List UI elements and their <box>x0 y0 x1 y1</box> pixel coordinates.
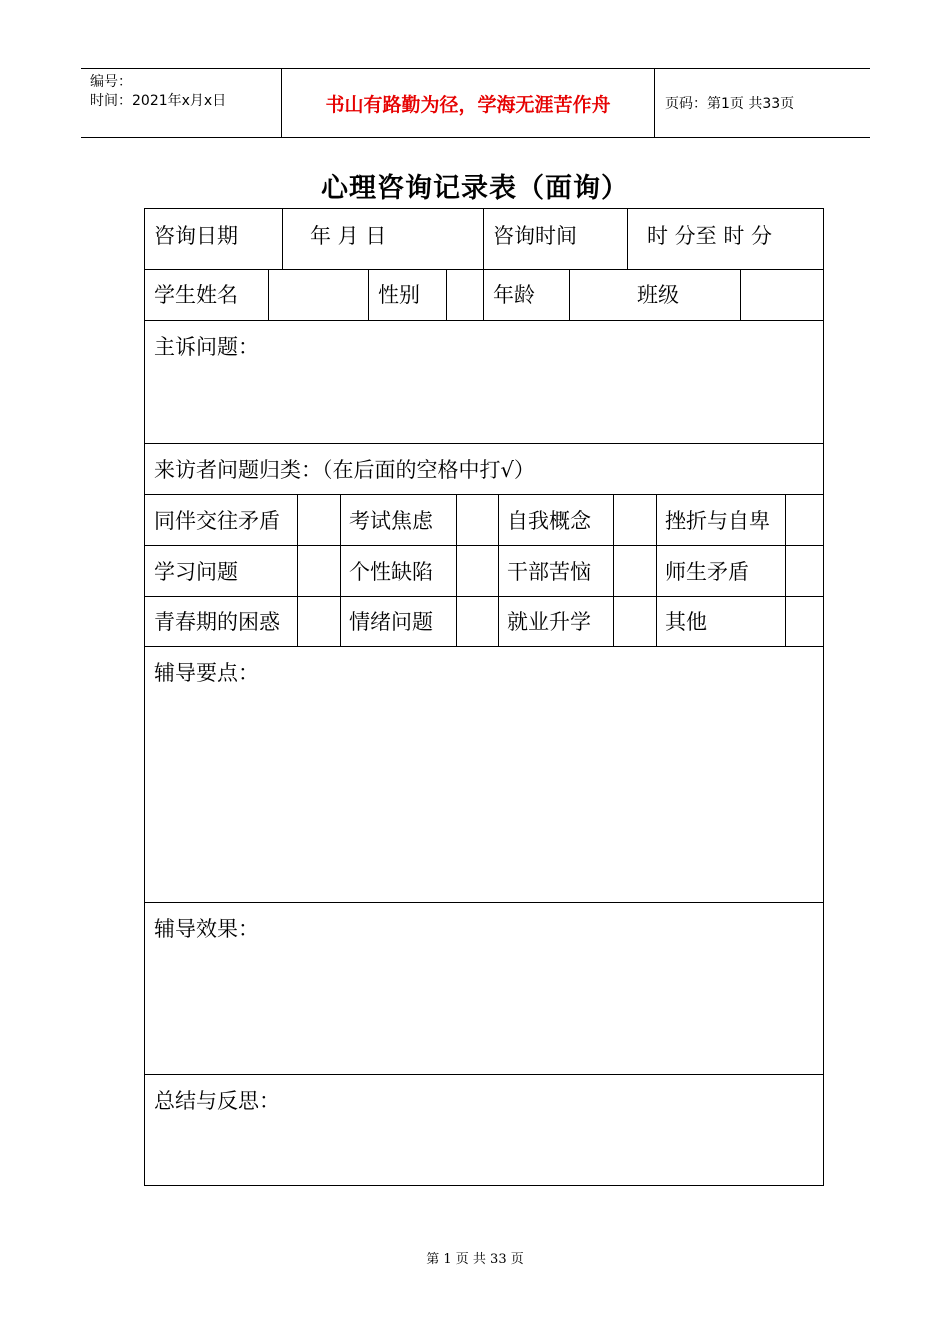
category-label: 个性缺陷 <box>349 560 433 584</box>
category-check-cell[interactable] <box>618 602 652 642</box>
class-field[interactable] <box>745 275 821 315</box>
complaint-label: 主诉问题： <box>154 335 259 359</box>
category-label: 干部苦恼 <box>507 560 591 584</box>
age-field[interactable] <box>574 275 624 315</box>
category-label: 考试焦虑 <box>349 509 433 533</box>
category-check-cell[interactable] <box>790 552 820 592</box>
record-form <box>144 208 824 1186</box>
age-label: 年龄 <box>493 283 535 307</box>
category-check-cell[interactable] <box>790 602 820 642</box>
effect-label: 辅导效果： <box>154 917 259 941</box>
header-meta <box>90 73 226 111</box>
category-label: 其他 <box>665 610 707 634</box>
consult-date-label: 咨询日期 <box>154 224 238 248</box>
header-page-info: 页码：第1页 共33页 <box>665 96 795 112</box>
category-check-cell[interactable] <box>461 602 495 642</box>
effect-field[interactable] <box>154 945 814 1067</box>
category-check-cell[interactable] <box>302 552 336 592</box>
category-check-cell[interactable] <box>618 552 652 592</box>
guidance-label: 辅导要点： <box>154 661 259 685</box>
page-title: 心理咨询记录表（面询） <box>321 173 629 204</box>
category-label: 情绪问题 <box>349 610 433 634</box>
page-footer: 第 1 页 共 33 页 <box>426 1252 524 1267</box>
category-check-cell[interactable] <box>461 501 495 541</box>
category-label: 青春期的困惑 <box>154 610 280 634</box>
gender-field[interactable] <box>451 275 485 315</box>
consult-time-label: 咨询时间 <box>493 224 577 248</box>
consult-time-field[interactable]: 时 分至 时 分 <box>647 224 773 248</box>
summary-label: 总结与反思： <box>154 1089 280 1113</box>
category-check-cell[interactable] <box>461 552 495 592</box>
document-header <box>81 68 870 138</box>
consult-date-field[interactable]: 年 月 日 <box>310 224 387 248</box>
header-divider <box>654 69 655 137</box>
guidance-field[interactable] <box>154 689 814 894</box>
time-label: 时间：2021年x月x日 <box>90 93 227 109</box>
category-label: 师生矛盾 <box>665 560 749 584</box>
category-check-cell[interactable] <box>302 501 336 541</box>
category-check-cell[interactable] <box>618 501 652 541</box>
category-check-cell[interactable] <box>790 501 820 541</box>
category-label: 学习问题 <box>154 560 238 584</box>
class-label: 班级 <box>637 283 679 307</box>
summary-field[interactable] <box>154 1117 814 1179</box>
gender-label: 性别 <box>378 283 420 307</box>
header-motto: 书山有路勤为径，学海无涯苦作舟 <box>325 93 611 116</box>
category-label: 挫折与自卑 <box>665 509 770 533</box>
student-name-label: 学生姓名 <box>154 283 238 307</box>
category-label: 同伴交往矛盾 <box>154 509 280 533</box>
complaint-field[interactable] <box>154 359 814 437</box>
classify-label: 来访者问题归类：（在后面的空格中打√） <box>154 458 535 482</box>
category-check-cell[interactable] <box>302 602 336 642</box>
student-name-field[interactable] <box>273 275 363 315</box>
code-label: 编号： <box>90 74 132 90</box>
category-label: 就业升学 <box>507 610 591 634</box>
category-label: 自我概念 <box>507 509 591 533</box>
